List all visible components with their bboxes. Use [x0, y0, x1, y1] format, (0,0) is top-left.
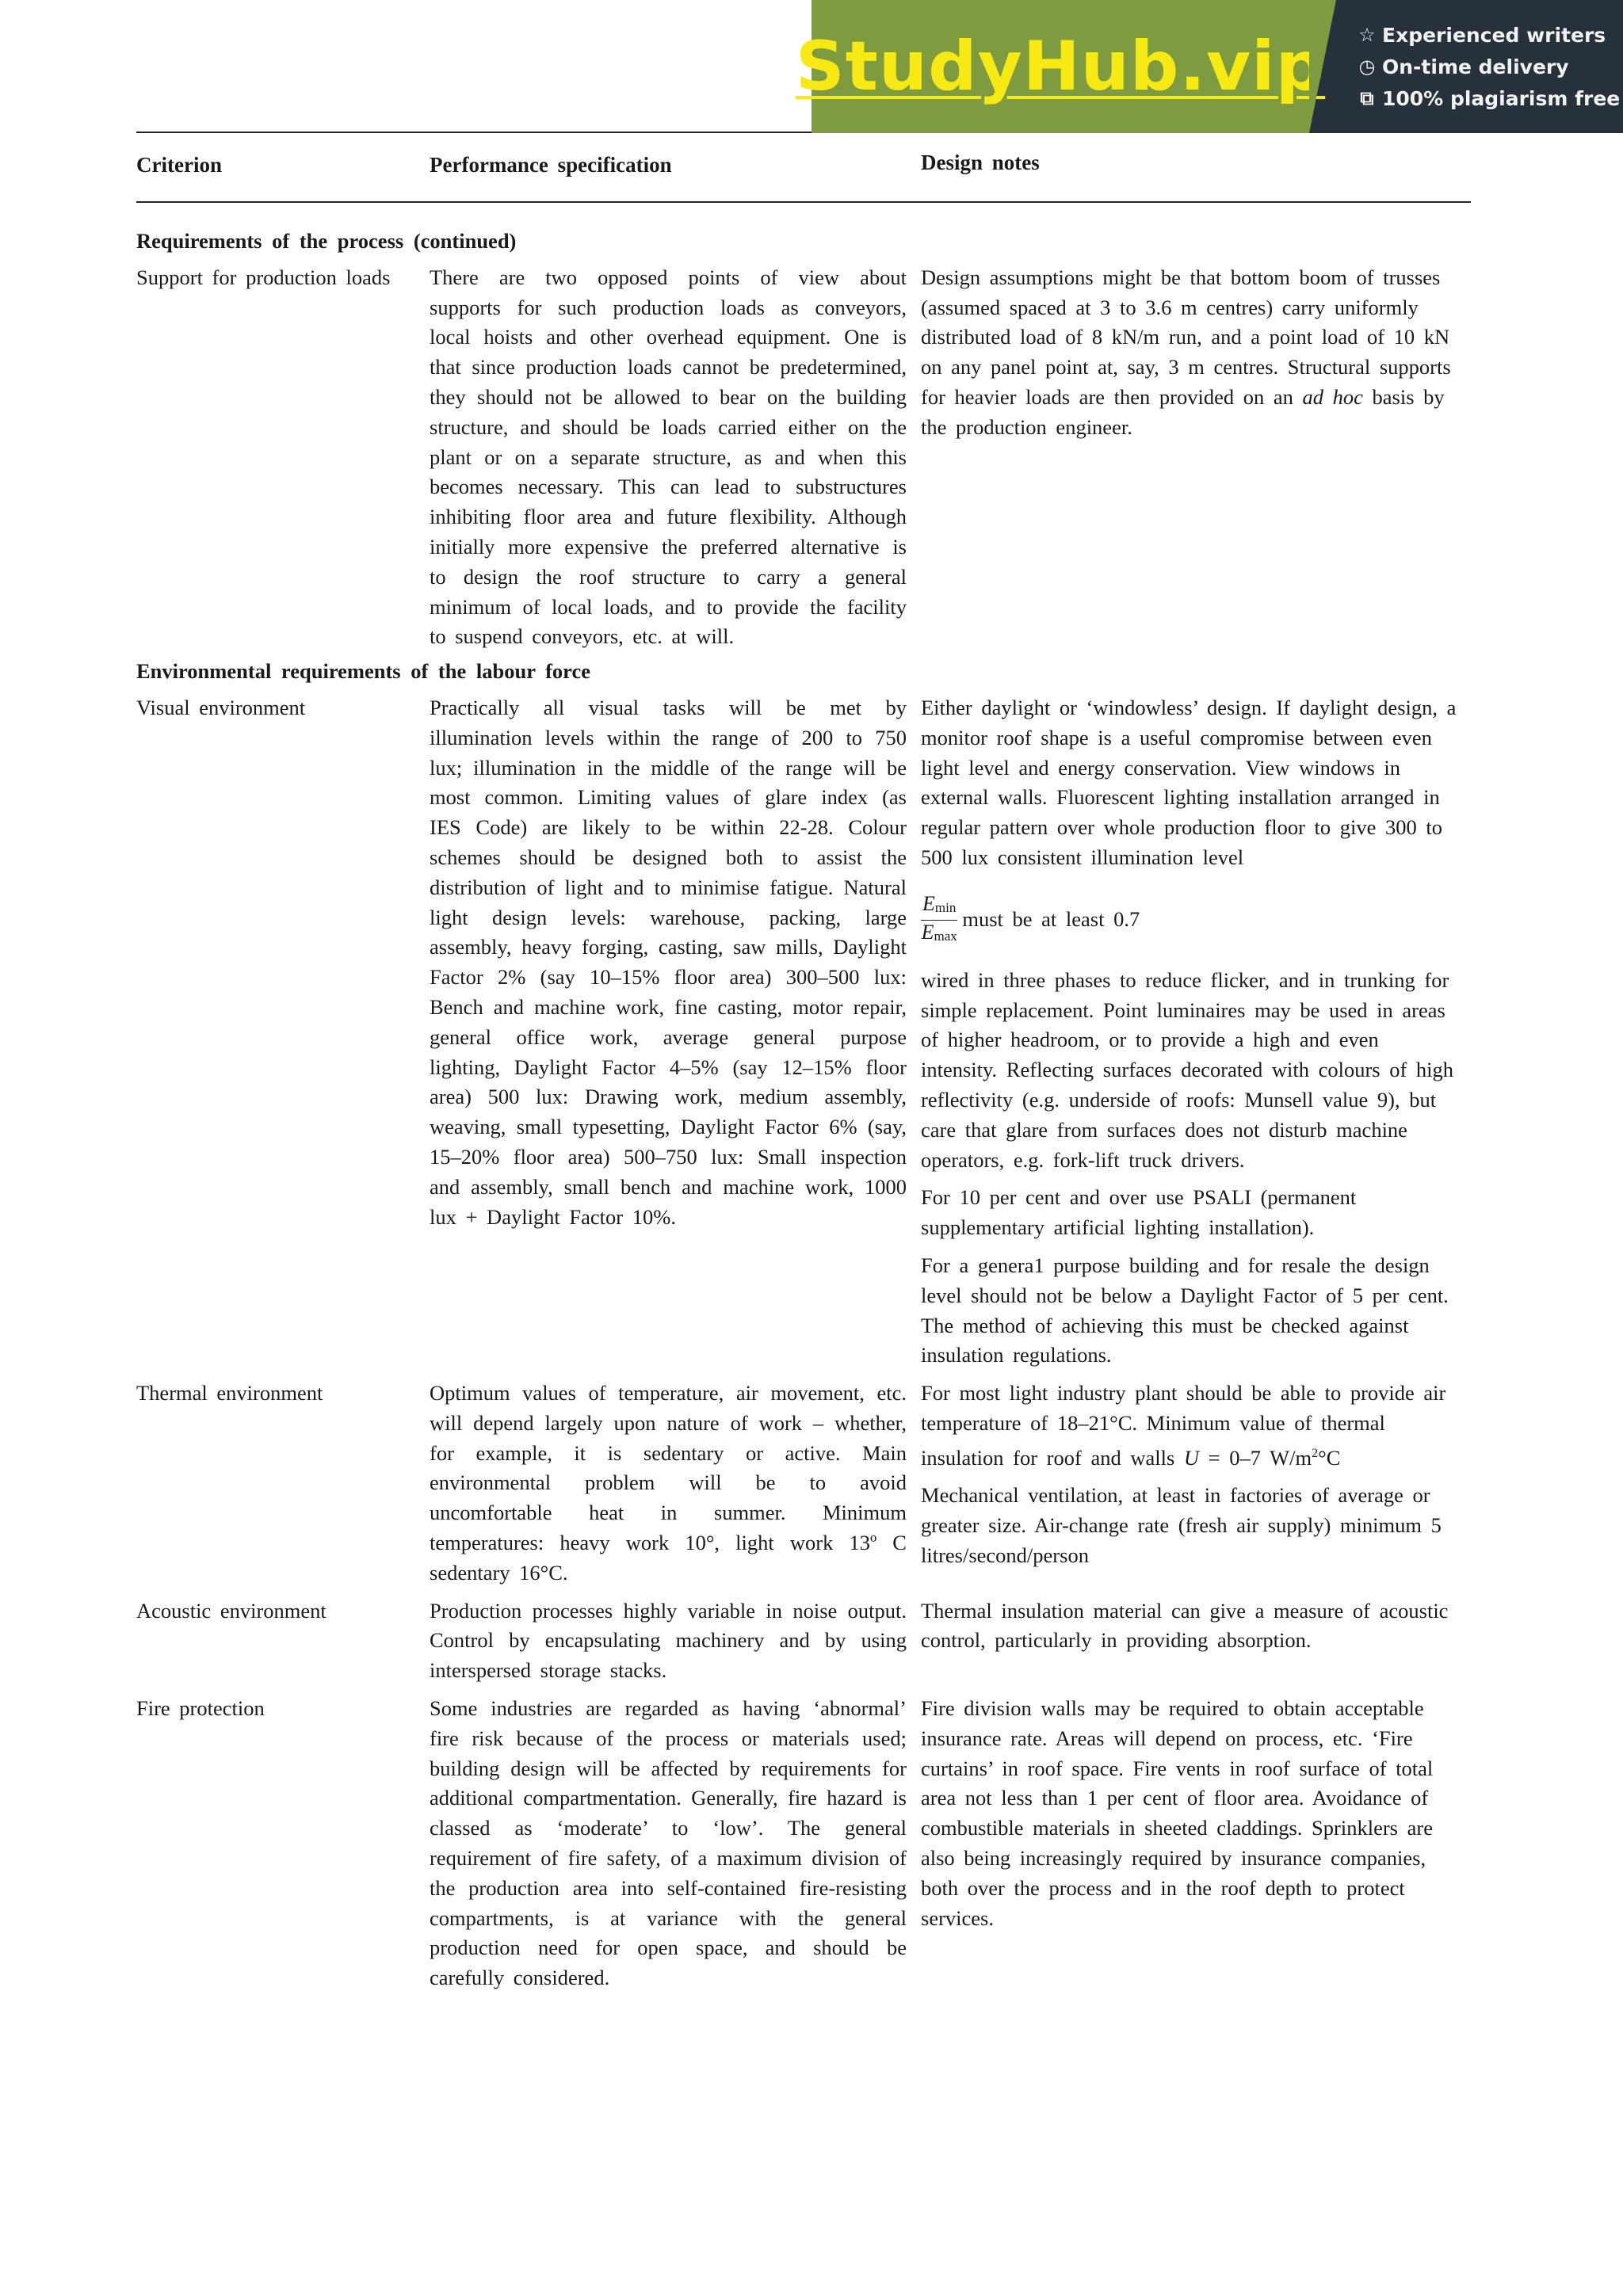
header-design: Design notes [921, 151, 1040, 174]
table-row [136, 693, 1476, 1379]
performance-fire: Some industries are regarded as having ‘abnormal’ fire risk because of the process or materials used; building design will be affected by requirements for additional compartmentation. Generally, fire hazard is classed as ‘moderate’ to ‘low’. The general requirement of fire safety, of a maximum division of the production area into self-contained fire-resisting compartments, is at variance with the general production need for open space, and should be carefully considered. [430, 1696, 907, 1990]
fraction: $\frac{E_{min}}{E_{max}}$ [921, 891, 957, 944]
feature-label: Experienced writers [1382, 23, 1606, 47]
copy-icon: ⧉ [1360, 87, 1374, 109]
performance-visual: Practically all visual tasks will be met by illumination levels within the range of 200 to 750 lux; illumination in the middle of the range will be most common. Limiting values of glare index (as IES Code) are likely to be within 22-28. Colour schemes should be designed both to assist the distribution of light and to minimise fatigue. Natural light design levels: warehouse, packing, large assembly, heavy forging, casting, saw mills, Daylight Factor 2% (say 10–15% floor area) 300–500 lux: Bench and machine work, fine casting, motor repair, general office work, average general purpose lighting, Daylight Factor 4–5% (say 12–15% floor area) 500 lux: Drawing work, medium assembly, weaving, small typesetting, Daylight Factor 6% (say, 15–20% floor area) 500–750 lux: Small inspection and assembly, small bench and machine work, 1000 lux + Daylight Factor 10%. [430, 695, 907, 1229]
design-visual-3: For 10 per cent and over use PSALI (permanent supplementary artificial lighting installation). [921, 1185, 1357, 1240]
section-heading-process: Requirements of the process (continued) [136, 229, 517, 253]
header-criterion: Criterion [136, 153, 222, 177]
spec-table [136, 151, 1476, 1993]
logo-text: StudyHub.vip [795, 27, 1326, 106]
design-visual-2: wired in three phases to reduce flicker, and in trunking for simple replacement. Point luminaires may be used in areas of higher headroom, or to provide a high and even intensity. Reflecting surfaces decorated with colours of high reflectivity (e.g. underside of roofs: Munsell value 9), but care that glare from surfaces does not disturb machine operators, e.g. fork-lift truck drivers. [921, 967, 1454, 1172]
table-row [136, 1596, 1476, 1686]
section-heading-labour: Environmental requirements of the labour force [136, 659, 590, 684]
criterion-support: Support for production loads [136, 265, 391, 289]
design-acoustic: Thermal insulation material can give a measure of acoustic control, particularly in providing absorption. [921, 1598, 1449, 1653]
studyhub-logo[interactable] [795, 0, 1326, 133]
performance-support: There are two opposed points of view about supports for such production loads as conveyors, local hoists and other overhead equipment. One is that since production loads cannot be predetermined, they should not be allowed to bear on the building structure, and should be loads carried either on the plant or on a separate structure, as and when this becomes necessary. This can lead to substructures inhibiting floor area and future flexibility. Although initially more expensive the preferred alternative is to design the roof structure to carry a general minimum of local loads, and to provide the facility to suspend conveyors, etc. at will. [430, 265, 907, 649]
design-visual [921, 693, 1460, 1379]
clock-icon: ◷ [1358, 55, 1376, 78]
feature-label: On-time delivery [1382, 55, 1569, 78]
design-visual-4: For a genera1 purpose building and for resale the design level should not be below a Daylight Factor of 5 per cent. The method of achieving this must be checked against insulation regulations. [921, 1253, 1449, 1367]
design-thermal: For most light industry plant should be able to provide air temperature of 18–21°C. Minimum value of thermal insulation for roof and walls U = 0–7 $W/m^2^\circ C$ Mechanical ventilation, at least in factories of average or greater size. Air-change rate (fresh air supply) minimum 5 litres/second/person [921, 1379, 1460, 1589]
ad-banner[interactable] [795, 0, 1623, 133]
criterion-acoustic: Acoustic environment [136, 1598, 327, 1623]
feature-item [1357, 82, 1623, 114]
design-support: Design assumptions might be that bottom boom of trusses (assumed spaced at 3 to 3.6 m centres) carry uniformly distributed load of 8 kN/m run, and a point load of 10 kN on any panel point at, say, 3 m centres. Structural supports for heavier loads are then provided on an ad hoc basis by the production engineer. [921, 265, 1451, 439]
criterion-thermal: Thermal environment [136, 1381, 323, 1405]
criterion-fire: Fire protection [136, 1696, 265, 1721]
feature-label: 100% plagiarism free [1382, 86, 1621, 110]
table-header [136, 151, 1476, 189]
table-row [136, 1379, 1476, 1589]
performance-thermal: Optimum values of temperature, air movement, etc. will depend largely upon nature of work – whether, for example, it is sedentary or active. Main environmental problem will be to avoid uncomfortable heat in summer. Minimum temperatures: heavy work 10°, light work 13º C sedentary 16°C. [430, 1381, 907, 1585]
design-fire: Fire division walls may be required to obtain acceptable insurance rate. Areas will depend on process, etc. ‘Fire curtains’ in roof space. Fire vents in roof surface of total area not less than 1 per cent of floor area. Avoidance of combustible materials in sheeted claddings. Sprinklers are also being increasingly required by insurance companies, both over the process and in the roof depth to protect services. [921, 1696, 1434, 1930]
header-performance: Performance specification [430, 153, 672, 177]
feature-item [1357, 19, 1623, 51]
criterion-visual: Visual environment [136, 695, 306, 719]
design-visual-1: Either daylight or ‘windowless’ design. If daylight design, a monitor roof shape is a useful compromise between even light level and energy conservation. View windows in external walls. Fluorescent lighting installation arranged in regular pattern over whole production floor to give 300 to 500 lux consistent illumination level [921, 695, 1457, 869]
star-icon: ☆ [1358, 24, 1376, 46]
table-row [136, 1694, 1476, 1993]
performance-acoustic: Production processes highly variable in noise output. Control by encapsulating machinery and by using interspersed storage stacks. [430, 1598, 907, 1683]
illuminance-ratio: $\frac{E_{min}}{E_{max}}$ must be at least 0.7 [921, 892, 1460, 948]
feature-item [1357, 51, 1623, 82]
top-rule [136, 132, 812, 133]
feature-list [1309, 0, 1623, 133]
design-thermal-2: Mechanical ventilation, at least in factories of average or greater size. Air-change rate (fresh air supply) minimum 5 litres/second/person [921, 1483, 1442, 1568]
table-row [136, 263, 1476, 652]
